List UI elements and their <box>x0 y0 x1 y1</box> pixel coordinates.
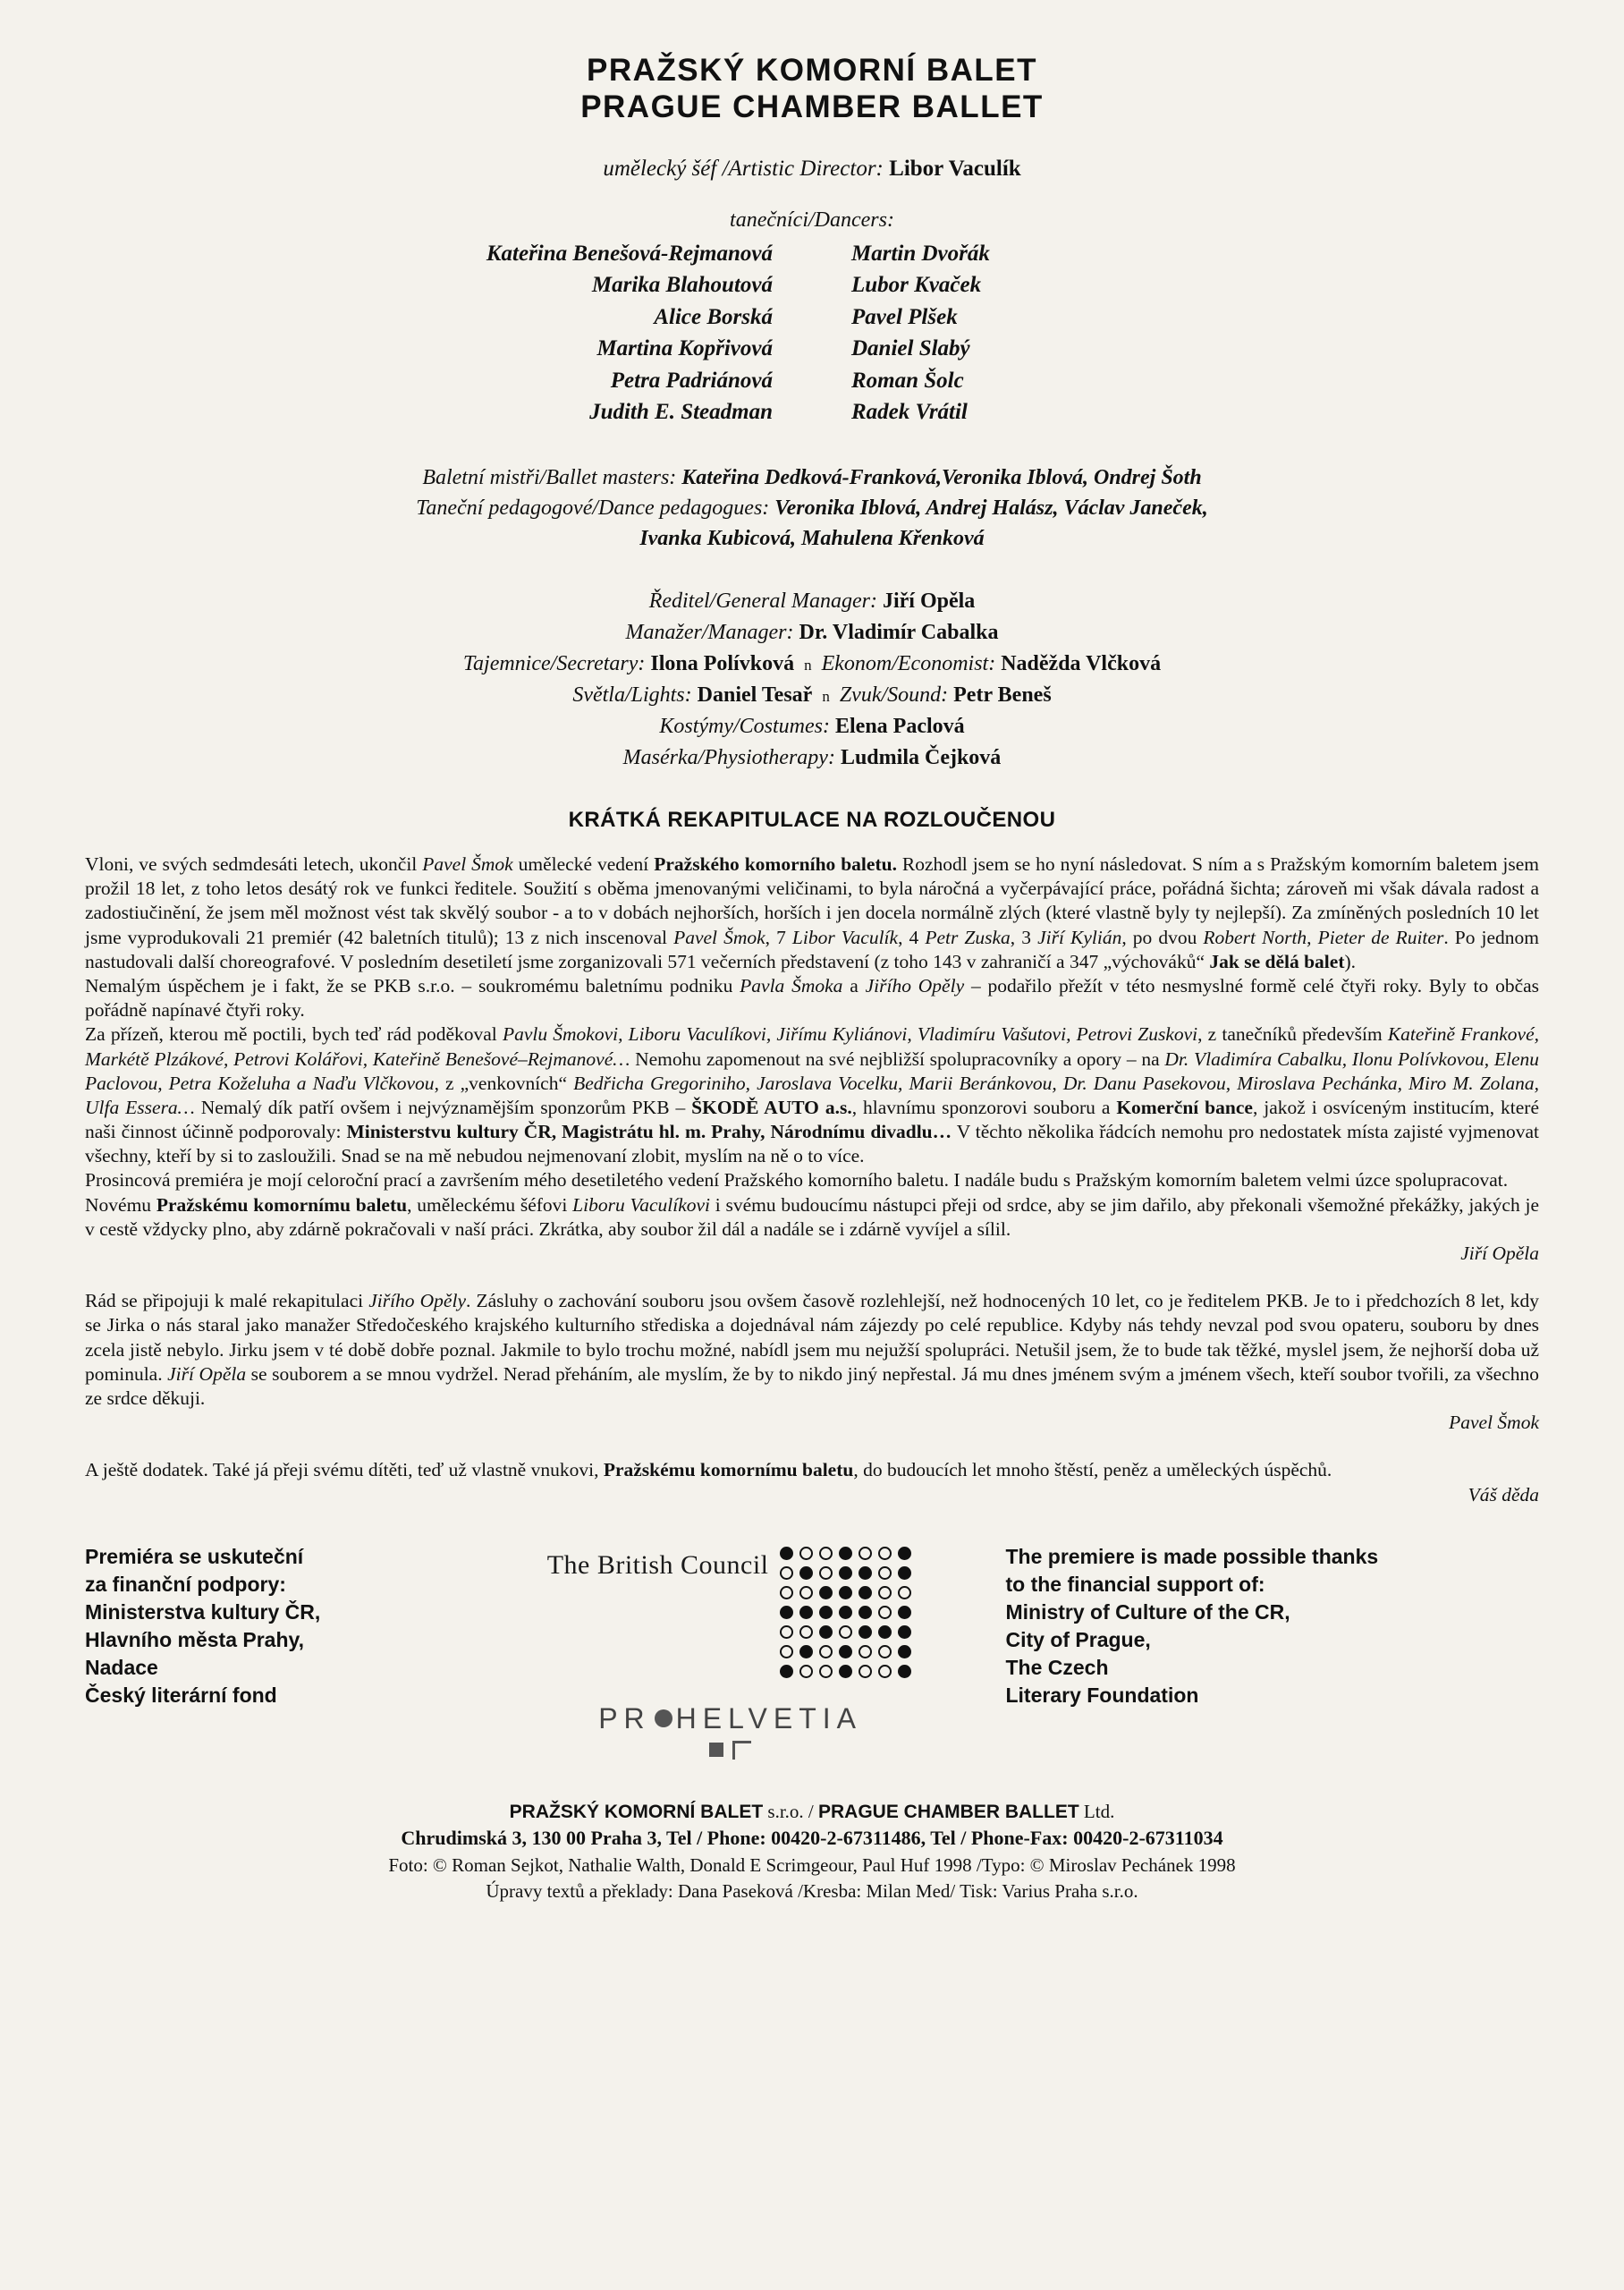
staff-name: Dr. Vladimír Cabalka <box>799 620 999 644</box>
staff-label-2: Zvuk/Sound: <box>839 683 949 707</box>
staff-label: Manažer/Manager: <box>625 620 794 644</box>
text-run-bold: ŠKODĚ AUTO a.s. <box>691 1096 852 1118</box>
footer-company-suffix: Ltd. <box>1078 1800 1115 1822</box>
text-run-italic: Jiří Kylián <box>1037 926 1122 948</box>
sponsor-line: Hlavního města Prahy, <box>85 1627 304 1651</box>
text-run: Za přízeň, kterou mě poctili, bych teď rád poděkoval <box>85 1023 503 1046</box>
text-run-italic: Pavel Šmok <box>422 853 513 876</box>
staff-name: Jiří Opěla <box>882 589 976 613</box>
article-body <box>85 852 1539 1507</box>
sponsor-line: City of Prague, <box>1005 1627 1151 1651</box>
text-run: a <box>842 974 866 997</box>
text-run-italic: Petr Zuska <box>925 926 1011 948</box>
paragraph-1 <box>85 852 1539 974</box>
sponsor-line: za finanční podpory: <box>85 1572 286 1596</box>
text-run-italic: Robert North, Pieter de Ruiter <box>1203 926 1444 948</box>
ballet-masters-label: Baletní mistři/Ballet masters: <box>422 465 677 489</box>
sponsor-line: Premiéra se uskuteční <box>85 1544 304 1568</box>
dancer-name: Martin Dvořák <box>851 241 990 266</box>
staff-label-2: Ekonom/Economist: <box>821 651 996 675</box>
sponsor-line: Literary Foundation <box>1005 1683 1199 1707</box>
british-council-logo <box>455 1545 1006 1681</box>
text-run: A ještě dodatek. Také já přeji svému dítěti, teď už vlastně vnukovi, <box>85 1459 604 1481</box>
staff-name: Ilona Polívková <box>650 651 795 675</box>
footer-address-line: Chrudimská 3, 130 00 Praha 3, Tel / Phone: 00420-2-67311486, Tel / Phone-Fax: 00420-2-67311034 <box>401 1827 1223 1850</box>
staff-name: Ludmila Čejková <box>840 745 1002 769</box>
text-run-italic: Pavlu Šmokovi, Liboru Vaculíkovi, Jiřímu Kyliánovi, Vladimíru Vašutovi, Petrovi Zuskovi <box>502 1023 1198 1046</box>
text-run: se souborem a se mnou vydržel. Nerad přeháním, ale myslím, že by to nikdo jiný nepřestal. Já mu dnes jménem svým a jménem všech, kteří soubor tvořili, za všechno ze srdce děkuji. <box>85 1362 1539 1409</box>
dancer-name: Daniel Slabý <box>851 336 970 361</box>
text-run: Nemalý dík patří ovšem i nejvýznamějším sponzorům PKB – <box>194 1096 692 1118</box>
footer-company-cz: PRAŽSKÝ KOMORNÍ BALET <box>509 1801 764 1822</box>
dancers-label: tanečníci/Dancers: <box>730 208 894 232</box>
dancers-column-right <box>812 238 1170 428</box>
text-run: V těchto několika řádcích nemohu pro nedostatek místa zajisté vyjmenovat všechny, kteří by si to zasloužili. Snad se na mě nebudou nejmenovaní zlobit, myslím na ně o to více. <box>85 1121 1539 1167</box>
sponsors-english-text <box>1005 1543 1539 1709</box>
staff-name-2: Petr Beneš <box>953 683 1052 707</box>
text-run: Rád se připojuji k malé rekapitulaci <box>85 1290 369 1312</box>
text-run: , do budoucích let mnoho štěstí, peněz a uměleckých úspěchů. <box>853 1459 1332 1481</box>
dancer-name: Petra Padriánová <box>610 368 773 393</box>
footer-credits-text: Úpravy textů a překlady: Dana Paseková /Kresba: Milan Med/ Tisk: Varius Praha s.r.o. <box>486 1880 1138 1903</box>
text-run-bold: Pražského komorního baletu. <box>654 853 897 876</box>
staff-separator: n <box>804 656 812 674</box>
title-czech: PRAŽSKÝ KOMORNÍ BALET <box>587 53 1037 88</box>
staff-name: Daniel Tesař <box>697 683 813 707</box>
text-run: , z tanečníků především <box>1197 1023 1388 1046</box>
text-run: Novému <box>85 1193 156 1216</box>
corner-icon <box>732 1741 751 1760</box>
text-run: ). <box>1344 950 1357 972</box>
square-icon <box>709 1743 723 1757</box>
ballet-masters-line <box>85 462 1539 493</box>
staff-label: Masérka/Physiotherapy: <box>622 745 835 769</box>
text-run-italic: Libor Vaculík <box>791 926 899 948</box>
sponsor-line: Ministerstva kultury ČR, <box>85 1599 321 1624</box>
dancer-name: Roman Šolc <box>851 368 964 393</box>
document-footer <box>85 1799 1539 1905</box>
staff-name-2: Naděžda Vlčková <box>1001 651 1162 675</box>
sponsor-logos <box>455 1543 1006 1760</box>
text-run: Nemalým úspěchem je i fakt, že se PKB s.r.o. – soukromému baletnímu podniku <box>85 974 740 997</box>
signature-3: Váš děda <box>1468 1483 1539 1505</box>
text-run: – podařilo přežít v této nesmyslné formě celé čtyři roky. Byly to občas pořádně napínavé čtyři roky. <box>85 974 1540 1022</box>
text-run: , jakož i osvíceným institucím, které naši činnost účinně podporovaly: <box>85 1096 1539 1143</box>
dancers-column-left <box>454 238 812 428</box>
text-run-bold: Jak se dělá balet <box>1209 950 1345 972</box>
staff-row <box>85 586 1539 617</box>
dance-pedagogues-names: Veronika Iblová, Andrej Halász, Václav Janeček, <box>774 496 1208 520</box>
staff-row <box>85 649 1539 680</box>
paragraph-5 <box>85 1193 1539 1242</box>
text-run-italic: Kateřině Frankové, Markétě Plzákové, Petrovi Kolářovi, Kateřině Benešové–Rejmanové… <box>85 1023 1539 1070</box>
signature-1: Jiří Opěla <box>1460 1243 1539 1265</box>
staff-label: Tajemnice/Secretary: <box>462 651 646 675</box>
text-run-bold: Pražskému komornímu baletu <box>156 1193 408 1216</box>
text-run-bold: Ministerstvu kultury ČR, Magistrátu hl. m. Prahy, Národnímu divadlu… <box>346 1121 952 1143</box>
text-run: umělecké vedení <box>512 853 655 876</box>
staff-label: Světla/Lights: <box>572 683 692 707</box>
footer-company-line <box>85 1799 1539 1825</box>
paragraph-6 <box>85 1289 1539 1411</box>
text-run: . Po jednom nastudovali další choreografové. V posledním desetiletí jsme zorganizovali 571 večerních představení (z toho 143 v zahraničí a 347 „výchováků“ <box>85 926 1540 972</box>
dance-pedagogues-line-2 <box>85 523 1539 554</box>
dancer-name: Kateřina Benešová-Rejmanová <box>486 241 773 266</box>
text-run-italic: Liboru Vaculíkovi <box>572 1193 710 1216</box>
text-run: Vloni, ve svých sedmdesáti letech, ukončil <box>85 853 423 876</box>
sponsor-line: Ministry of Culture of the CR, <box>1005 1599 1290 1624</box>
prohelvetia-label-part2: HELVETIA <box>675 1701 862 1734</box>
staff-row <box>85 680 1539 711</box>
footer-company-sep: s.r.o. / <box>763 1800 818 1822</box>
text-run: , hlavnímu sponzorovi souboru a <box>851 1096 1117 1118</box>
staff-name: Elena Paclová <box>835 714 965 738</box>
sponsor-line: Český literární fond <box>85 1683 277 1707</box>
text-run: , z „venkovních“ <box>434 1072 574 1094</box>
text-run-italic: Dr. Vladimíra Cabalku, Ilonu Polívkovou, Elenu Paclovou, Petra Koželuha a Naďu Vlčkovou <box>85 1047 1539 1094</box>
artistic-director-name: Libor Vaculík <box>889 156 1021 181</box>
sponsors-section <box>85 1543 1539 1760</box>
signature-2: Pavel Šmok <box>1449 1412 1539 1434</box>
dancer-name: Pavel Plšek <box>851 304 958 329</box>
footer-credits-photo: Foto: © Roman Sejkot, Nathalie Walth, Donald E Scrimgeour, Paul Huf 1998 /Typo: © Miroslav Pechánek 1998 <box>388 1853 1236 1876</box>
british-council-dot-grid <box>778 1545 914 1681</box>
staff-row <box>85 711 1539 742</box>
sponsor-line: The premiere is made possible thanks <box>1005 1544 1379 1568</box>
footer-company-en: PRAGUE CHAMBER BALLET <box>818 1801 1079 1822</box>
dancer-name: Marika Blahoutová <box>591 273 773 298</box>
dancers-list <box>454 238 1170 428</box>
sponsors-czech-text <box>85 1543 455 1709</box>
prohelvetia-logo <box>455 1702 1006 1735</box>
text-run: , 4 <box>898 926 926 948</box>
prohelvetia-label-part1: PR <box>598 1701 651 1734</box>
text-run-italic: Pavel Šmok <box>673 926 765 948</box>
artistic-director-line <box>85 157 1539 182</box>
text-run-italic: Pavla Šmoka <box>740 974 843 997</box>
text-run: . Zásluhy o zachování souboru jsou ovšem časově rozlehlejší, než hodnocených 10 let, co je ředitelem PKB. Je to i předchozích 8 let, kdy se Jirka o nás staral jako manažer Středočeského krajského kulturního střediska a dojednával nám zájezdy po celé republice. Kdyby nás tehdy nevzal pod svou opateru, souboru by dnes zcela jistě nebylo. Jirku jsem v té době dobře poznal. Jakmile to bylo trochu možné, nabídl jsem mu nejužší spolupráci. Netušil jsem, že to bude tak těžké, myslel jsem, že nejhorší doba už pominula. <box>85 1290 1539 1385</box>
staff-label: Ředitel/General Manager: <box>648 589 877 613</box>
dance-pedagogues-label: Taneční pedagogové/Dance pedagogues: <box>416 496 770 520</box>
text-run: Rozhodl jsem se ho nyní následovat. S ním a s Pražským komorním baletem jsem prožil 18 let, z toho letos desátý rok ve funkci ředitele. Soužití s oběma jmenovanými veličinami, to byla náročná a vyčerpávající práce, pořádná šichta; zároveň mi však dávala radost a zadostiučinění, že jsem měl možnost vést tak skvělý soubor - a to v dobách nejhorších, horších i jen docela normálně zlých (které vlastně byly ty nejlepší). Za zmíněných posledních 10 let jsme vyprodukovali 21 premiér (42 baletních titulů); 13 z nich inscenoval <box>85 853 1540 948</box>
paragraph-3 <box>85 1022 1539 1168</box>
prohelvetia-marks <box>455 1741 1006 1760</box>
staff-separator: n <box>822 687 830 705</box>
sponsor-line: Nadace <box>85 1655 158 1679</box>
text-run-italic: Jiřího Opěly <box>368 1290 466 1312</box>
dancer-name: Lubor Kvaček <box>851 273 982 298</box>
paragraph-7 <box>85 1458 1539 1482</box>
sponsor-line: to the financial support of: <box>1005 1572 1265 1596</box>
dancer-name: Martina Kopřivová <box>596 336 773 361</box>
text-run-bold: Komerční bance <box>1116 1096 1253 1118</box>
dancer-name: Judith E. Steadman <box>589 400 773 425</box>
artistic-director-label: umělecký šéf /Artistic Director: <box>603 156 884 181</box>
article-heading: KRÁTKÁ REKAPITULACE NA ROZLOUČENOU <box>568 808 1056 833</box>
dancer-name: Radek Vrátil <box>851 400 968 425</box>
staff-block <box>85 586 1539 774</box>
paragraph-2 <box>85 974 1539 1022</box>
text-run-italic: Jiřího Opěly <box>865 974 965 997</box>
text-run-italic: Jiří Opěla <box>167 1362 247 1385</box>
dance-pedagogues-names-2: Ivanka Kubicová, Mahulena Křenková <box>639 526 985 550</box>
paragraph-4: Prosincová premiéra je mojí celoroční prací a završením mého desetiletého vedení Pražského komorního baletu. I nadále budu s Pražským komorním baletem velmi úzce spolupracovat. <box>85 1169 1509 1192</box>
text-run: , 7 <box>765 926 792 948</box>
staff-label: Kostýmy/Costumes: <box>659 714 830 738</box>
sponsor-line: The Czech <box>1005 1655 1109 1679</box>
text-run: i svému budoucímu nástupci přeji od srdce, aby se jim dařilo, aby překonali všemožné překážky, jakých je v cestě vždycky plno, aby zdárně pokračovali v naší práci. Zkrátka, aby soubor žil dál a nadále se i zdárně vyvíjel a sílil. <box>85 1193 1539 1240</box>
text-run: , uměleckému šéfovi <box>407 1193 573 1216</box>
text-run-bold: Pražskému komornímu baletu <box>603 1459 854 1481</box>
program-title <box>85 52 1539 126</box>
text-run-italic: Bedřicha Gregoriniho, Jaroslava Vocelku, Marii Beránkovou, Dr. Danu Pasekovou, Miroslava Pechánka, Miro M. Zolana, Ulfa Essera… <box>85 1072 1540 1118</box>
dancer-name: Alice Borská <box>654 304 773 329</box>
text-run: , po dvou <box>1121 926 1204 948</box>
staff-row <box>85 742 1539 774</box>
dance-pedagogues-line <box>85 493 1539 523</box>
text-run: , 3 <box>1010 926 1038 948</box>
british-council-label: The British Council <box>546 1549 769 1580</box>
staff-row <box>85 617 1539 649</box>
title-english: PRAGUE CHAMBER BALLET <box>580 89 1044 125</box>
ballet-masters-block <box>85 462 1539 554</box>
prohelvetia-dot-icon <box>655 1709 672 1727</box>
ballet-masters-names: Kateřina Dedková-Franková,Veronika Iblová, Ondrej Šoth <box>681 465 1202 489</box>
text-run: Nemohu zapomenout na své nejbližší spolupracovníky a opory – na <box>630 1047 1165 1070</box>
